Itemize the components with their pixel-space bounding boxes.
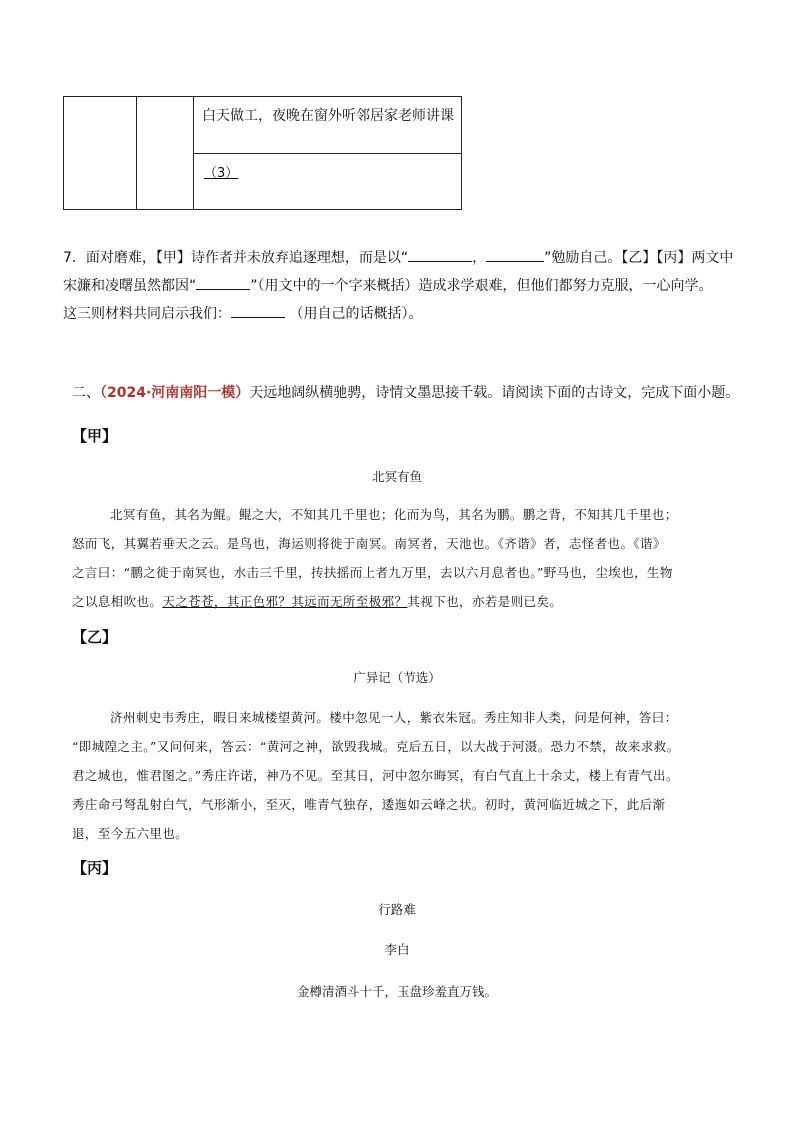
table-row1-text: 白天做工，夜晚在窗外听邻居家老师讲课 — [202, 108, 454, 124]
passage-line: 君之城也，惟君图之。”秀庄许诺，神乃不见。至其日，河中忽尔晦冥，有白气直上十余丈，楼上有青气出。 — [72, 768, 679, 783]
passage-line: 退，至今五六里也。 — [72, 826, 189, 841]
answer-blank[interactable] — [486, 245, 544, 262]
passage-line: 怒而飞，其翼若垂天之云。是鸟也，海运则将徙于南冥。南冥者，天池也。《齐谐》者，志怪者也。《谐》 — [72, 536, 666, 551]
section-2-heading — [72, 382, 739, 402]
table-cell-row1 — [194, 97, 461, 154]
table-cell-1 — [64, 97, 137, 209]
q7-text: ”（用文中的一个字来概括）造成求学艰难，但他们都努力克服，一心向学。 — [250, 278, 713, 294]
section-number: 二、 — [72, 385, 100, 401]
table-cell-2 — [136, 97, 194, 209]
answer-blank[interactable] — [231, 301, 285, 318]
passage-line — [72, 587, 732, 616]
q7-text: 7．面对磨难，【甲】诗作者并未放弃追逐理想，而是以“ — [63, 250, 409, 266]
passage-line: 北冥有鱼，其名为鲲。鲲之大，不知其几千里也；化而为鸟，其名为鹏。鹏之背，不知其几千里也； — [110, 507, 678, 522]
table-cell-row2 — [194, 154, 461, 209]
passage-jia-cont — [72, 529, 732, 616]
table-row2-text: （3） — [204, 166, 239, 181]
passage-text: 之以息相吹也。 — [72, 594, 163, 609]
answer-blank[interactable] — [408, 245, 472, 262]
passage-line: 济州刺史韦秀庄，暇日来城楼望黄河。楼中忽见一人，紫衣朱冠。秀庄知非人类，问是何神，答曰： — [110, 710, 678, 725]
q7-line-3 — [63, 300, 743, 328]
title-yi: 广异记（节选） — [353, 670, 441, 685]
passage-text: 其视下也，亦若是则已矣。 — [407, 594, 563, 609]
answer-blank[interactable] — [196, 273, 250, 290]
mark-bing: 【丙】 — [72, 859, 118, 877]
mark-yi: 【乙】 — [72, 628, 118, 646]
passage-line: “即城隍之主。”又问何来，答云：“黄河之神，欲毁我城。克后五日，以大战于河滠。恐力不禁，故来求救。 — [72, 739, 680, 754]
q7-text: 宋濂和凌曙虽然都因“ — [63, 278, 197, 294]
passage-jia — [72, 500, 732, 529]
q7-text: （用自己的话概括）。 — [285, 306, 423, 322]
q7-text: ， — [472, 250, 487, 266]
passage-yi — [72, 703, 732, 848]
source-tag: （2024·河南南阳一模） — [100, 385, 250, 401]
answer-table — [63, 96, 462, 210]
author-bing: 李白 — [384, 942, 410, 957]
section-instruction: 天远地阔纵横驰骋，诗情文墨思接千载。请阅读下面的古诗文，完成下面小题。 — [249, 385, 740, 401]
passage-line: 秀庄命弓弩乱射白气，气形渐小，至灭，唯青气独存，逶迤如云峰之状。初时，黄河临近城之下，此后渐 — [72, 797, 666, 812]
underlined-sentence: 天之苍苍，其正色邪？其远而无所至极邪？ — [162, 594, 408, 609]
q7-line-1 — [63, 244, 743, 272]
q7-text: ”勉励自己。【乙】【丙】两文中 — [544, 250, 734, 266]
q7-text: 这三则材料共同启示我们： — [63, 306, 231, 322]
q7-line-2 — [63, 272, 743, 300]
passage-line: 之言曰：“鹏之徙于南冥也，水击三千里，抟扶摇而上者九万里，去以六月息者也。”野马也，尘埃也，生物 — [72, 565, 673, 580]
title-bing: 行路难 — [378, 902, 416, 917]
mark-jia: 【甲】 — [72, 427, 118, 445]
poem-line: 金樽清酒斗十千，玉盘珍羞直万钱。 — [296, 984, 497, 999]
title-jia: 北冥有鱼 — [371, 469, 422, 484]
